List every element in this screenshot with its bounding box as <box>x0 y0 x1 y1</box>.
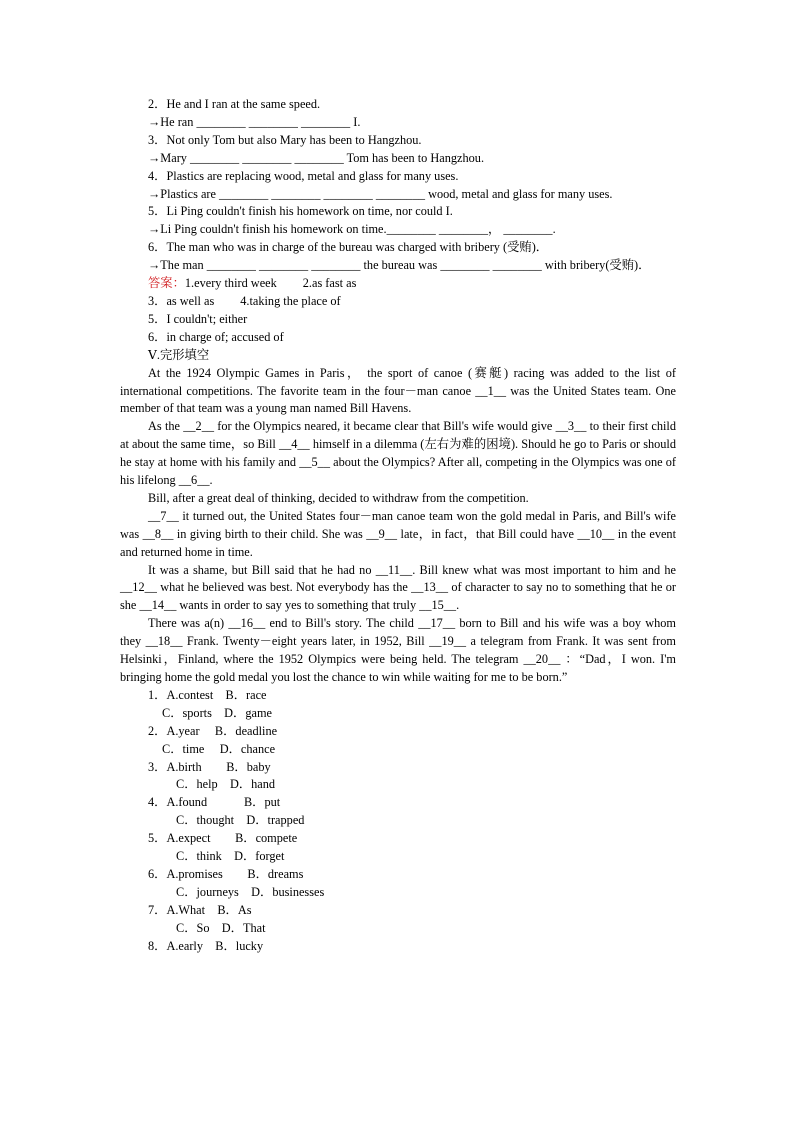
answer-item: 4.taking the place of <box>240 293 341 308</box>
passage-paragraph: As the __2__ for the Olympics neared, it became clear that Bill's wife would give __3__ to their first child at about the same time，so Bill __4__ himself in a dilemma (左右为难的困境). Should he go to Paris or should he stay at home with his family and __5__ about the Olympics? After all, competing in the Olympics was one of his lifelong __6__. <box>120 419 676 488</box>
option-line: C．time D．chance <box>162 741 276 756</box>
option-line: C．So D．That <box>176 920 266 935</box>
option-line: C．thought D．trapped <box>176 813 305 828</box>
option-line: 1．A.contest B．race <box>148 687 267 702</box>
passage-paragraph: There was a(n) __16__ end to Bill's story. The child __17__ born to Bill and his wife was a boy whom they __18__ Frank. Twenty－eight years later, in 1952, Bill __19__ a telegram from Frank. It was sent from Helsinki，Finland, where the 1952 Olympics were being held. The telegram __20__ ：“Dad，I won. I'm bringing home the gold medal you lost the chance to win while waiting for me to be born.” <box>120 616 676 684</box>
rewrite-question: 4．Plastics are replacing wood, metal and glass for many uses. <box>148 168 459 183</box>
document-page <box>120 96 676 956</box>
option-line: 6．A.promises B．dreams <box>148 866 304 881</box>
option-line: C．think D．forget <box>176 849 285 864</box>
sentence-rewriting-section <box>120 96 676 275</box>
option-line: 7．A.What B．As <box>148 902 252 917</box>
option-line: 2．A.year B．deadline <box>148 723 278 738</box>
rewrite-question: 3．Not only Tom but also Mary has been to Hangzhou. <box>148 132 422 147</box>
answer-item: 6．in charge of; accused of <box>148 329 284 344</box>
cloze-passage <box>120 365 676 687</box>
option-line: 4．A.found B．put <box>148 795 281 810</box>
answer-item: 3．as well as <box>148 293 215 308</box>
option-line: 3．A.birth B．baby <box>148 759 271 774</box>
option-line: 8．A.early B．lucky <box>148 938 264 953</box>
answer-item: 5．I couldn't; either <box>148 311 248 326</box>
rewrite-question: 2．He and I ran at the same speed. <box>148 97 321 111</box>
option-line: C．journeys D．businesses <box>176 884 325 899</box>
answer-label: 答案： <box>148 276 185 291</box>
rewrite-answer-line: →Plastics are ________ ________ ________ ________ wood, metal and glass for many uses. <box>148 186 613 201</box>
rewrite-answer-line: →Li Ping couldn't finish his homework on time.________ ________， ________. <box>148 222 556 237</box>
answer-key <box>120 275 676 347</box>
rewrite-answer-line: →He ran ________ ________ ________ I. <box>148 114 361 129</box>
passage-paragraph: At the 1924 Olympic Games in Paris， the sport of canoe (赛艇) racing was added to the list of international competitions. The favorite team in the four－man canoe __1__ was the United States team. One member of that team was a young man named Bill Havens. <box>120 365 676 416</box>
rewrite-answer-line: →The man ________ ________ ________ the bureau was ________ ________ with bribery(受贿)． <box>148 258 651 273</box>
cloze-options <box>120 687 676 956</box>
passage-paragraph: Bill, after a great deal of thinking, decided to withdraw from the competition. <box>148 490 529 505</box>
option-line: 5．A.expect B．compete <box>148 831 298 846</box>
answer-item: 2.as fast as <box>302 276 357 291</box>
answer-item: 1.every third week <box>184 276 277 291</box>
rewrite-question: 5．Li Ping couldn't finish his homework on time, nor could I. <box>148 204 453 219</box>
passage-paragraph: __7__ it turned out, the United States four－man canoe team won the gold medal in Paris, and Bill's wife was __8__ in giving birth to their child. She was __9__ late，in fact，that Bill could have __10__ in the event and returned home in time. <box>120 508 676 559</box>
rewrite-answer-line: →Mary ________ ________ ________ Tom has been to Hangzhou. <box>148 150 485 165</box>
option-line: C．help D．hand <box>176 777 276 792</box>
option-line: C．sports D．game <box>162 705 272 720</box>
rewrite-question: 6．The man who was in charge of the bureau was charged with bribery (受贿)． <box>148 240 549 255</box>
section-title: Ⅴ.完形填空 <box>148 347 210 362</box>
passage-paragraph: It was a shame, but Bill said that he had no __11__. Bill knew what was most important to him and he __12__ what he believed was best. Not everybody has the __13__ of character to say no to something that he or she __14__ wants in order to say yes to something that truly __15__. <box>120 562 676 613</box>
